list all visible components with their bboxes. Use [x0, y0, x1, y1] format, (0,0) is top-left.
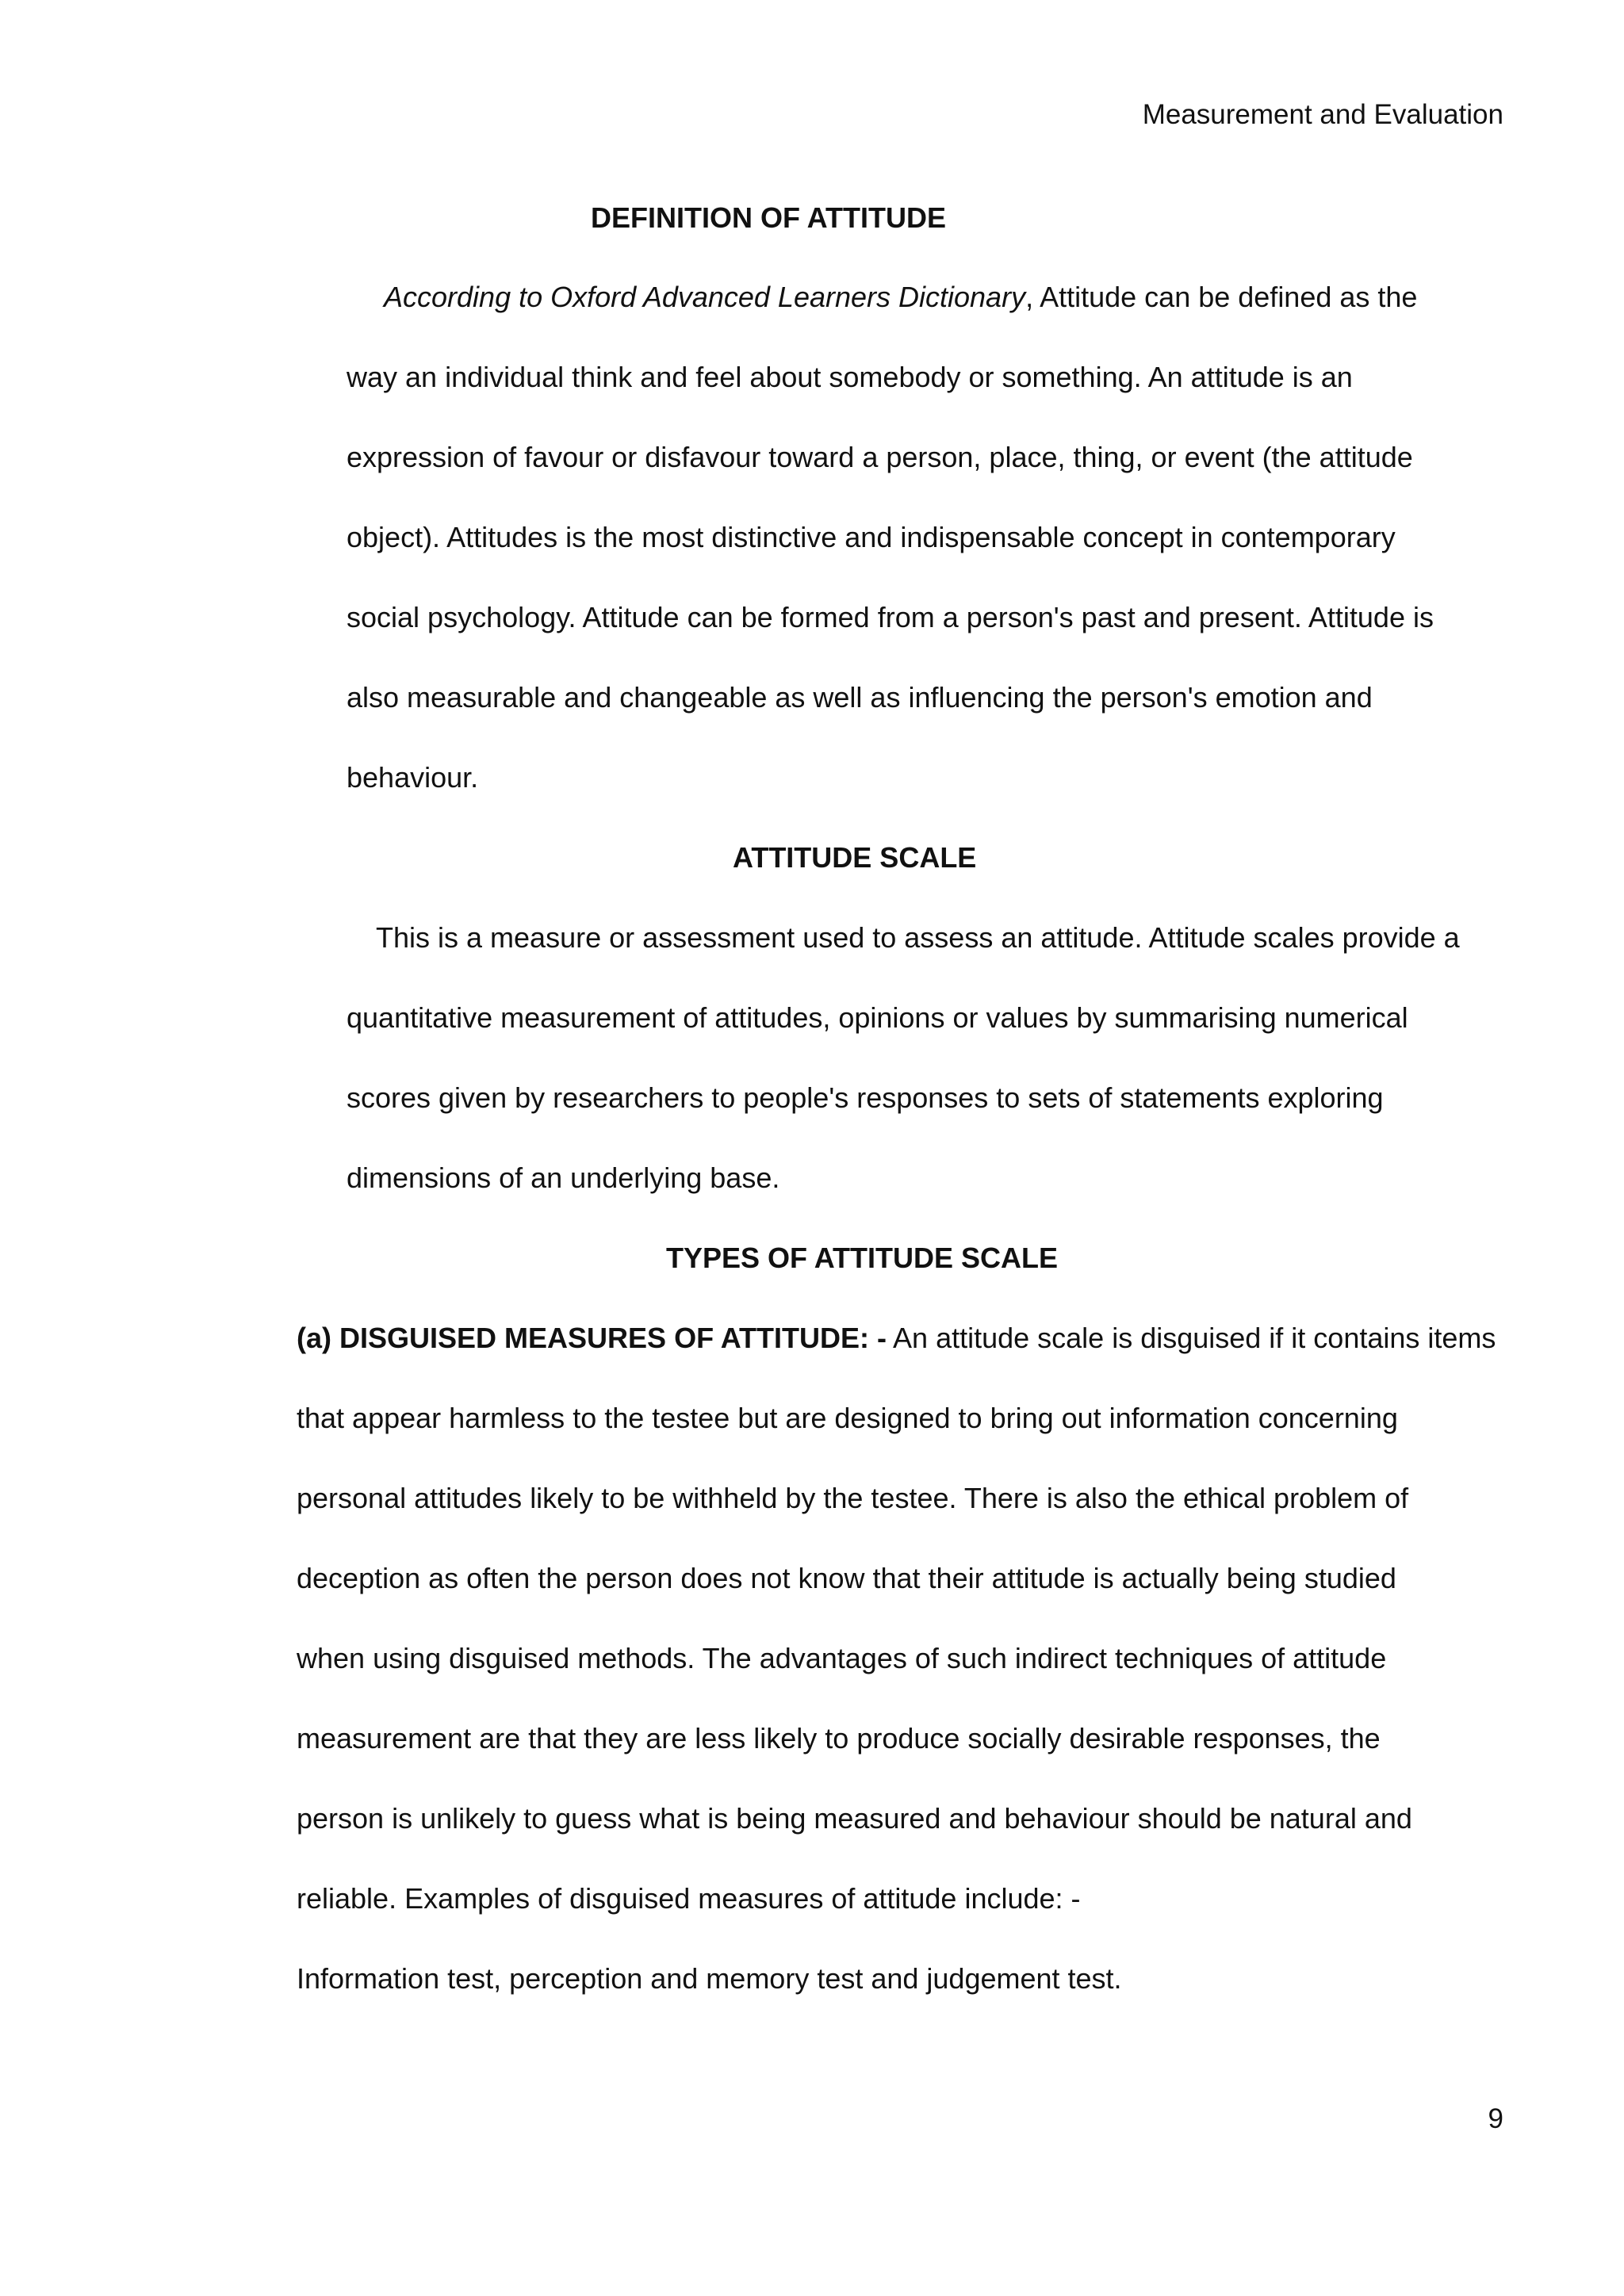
dictionary-citation: According to Oxford Advanced Learners Dictionary — [384, 281, 1026, 313]
definition-line: expression of favour or disfavour toward a person, place, thing, or event (the attitude — [347, 441, 1413, 473]
definition-line: also measurable and changeable as well as influencing the person's emotion and — [347, 681, 1373, 714]
attitude-scale-line: dimensions of an underlying base. — [347, 1161, 780, 1194]
definition-line: social psychology. Attitude can be formed from a person's past and present. Attitude is — [347, 601, 1434, 633]
definition-lead-text: , Attitude can be defined as the — [1025, 281, 1418, 313]
types-line: person is unlikely to guess what is being measured and behaviour should be natural and — [297, 1802, 1412, 1835]
types-line: that appear harmless to the testee but are designed to bring out information concerning — [297, 1402, 1398, 1434]
section-heading-attitude-scale: ATTITUDE SCALE — [733, 841, 977, 874]
types-line: when using disguised methods. The advantages of such indirect techniques of attitude — [297, 1642, 1387, 1674]
definition-line: way an individual think and feel about somebody or something. An attitude is an — [347, 361, 1353, 393]
types-line: measurement are that they are less likely to produce socially desirable responses, the — [297, 1722, 1381, 1755]
definition-line: behaviour. — [347, 761, 479, 794]
types-line: Information test, perception and memory test and judgement test. — [297, 1962, 1122, 1995]
running-head: Measurement and Evaluation — [1142, 99, 1503, 130]
types-lead-text: An attitude scale is disguised if it contains items — [887, 1322, 1496, 1354]
types-line: deception as often the person does not know that their attitude is actually being studied — [297, 1562, 1396, 1594]
attitude-scale-line: quantitative measurement of attitudes, opinions or values by summarising numerical — [347, 1001, 1408, 1034]
definition-line-1 — [384, 279, 1417, 316]
definition-line: object). Attitudes is the most distinctive and indispensable concept in contemporary — [347, 521, 1396, 553]
types-line-1 — [297, 1320, 1496, 1357]
types-line: personal attitudes likely to be withheld by the testee. There is also the ethical problem of — [297, 1482, 1409, 1514]
disguised-measures-label: (a) DISGUISED MEASURES OF ATTITUDE: - — [297, 1322, 887, 1354]
types-line: reliable. Examples of disguised measures of attitude include: - — [297, 1882, 1081, 1915]
section-heading-definition: DEFINITION OF ATTITUDE — [591, 201, 946, 234]
attitude-scale-line: This is a measure or assessment used to assess an attitude. Attitude scales provide a — [376, 921, 1460, 954]
section-heading-types: TYPES OF ATTITUDE SCALE — [666, 1242, 1059, 1274]
page-number: 9 — [1488, 2103, 1503, 2134]
attitude-scale-line: scores given by researchers to people's responses to sets of statements exploring — [347, 1081, 1384, 1114]
